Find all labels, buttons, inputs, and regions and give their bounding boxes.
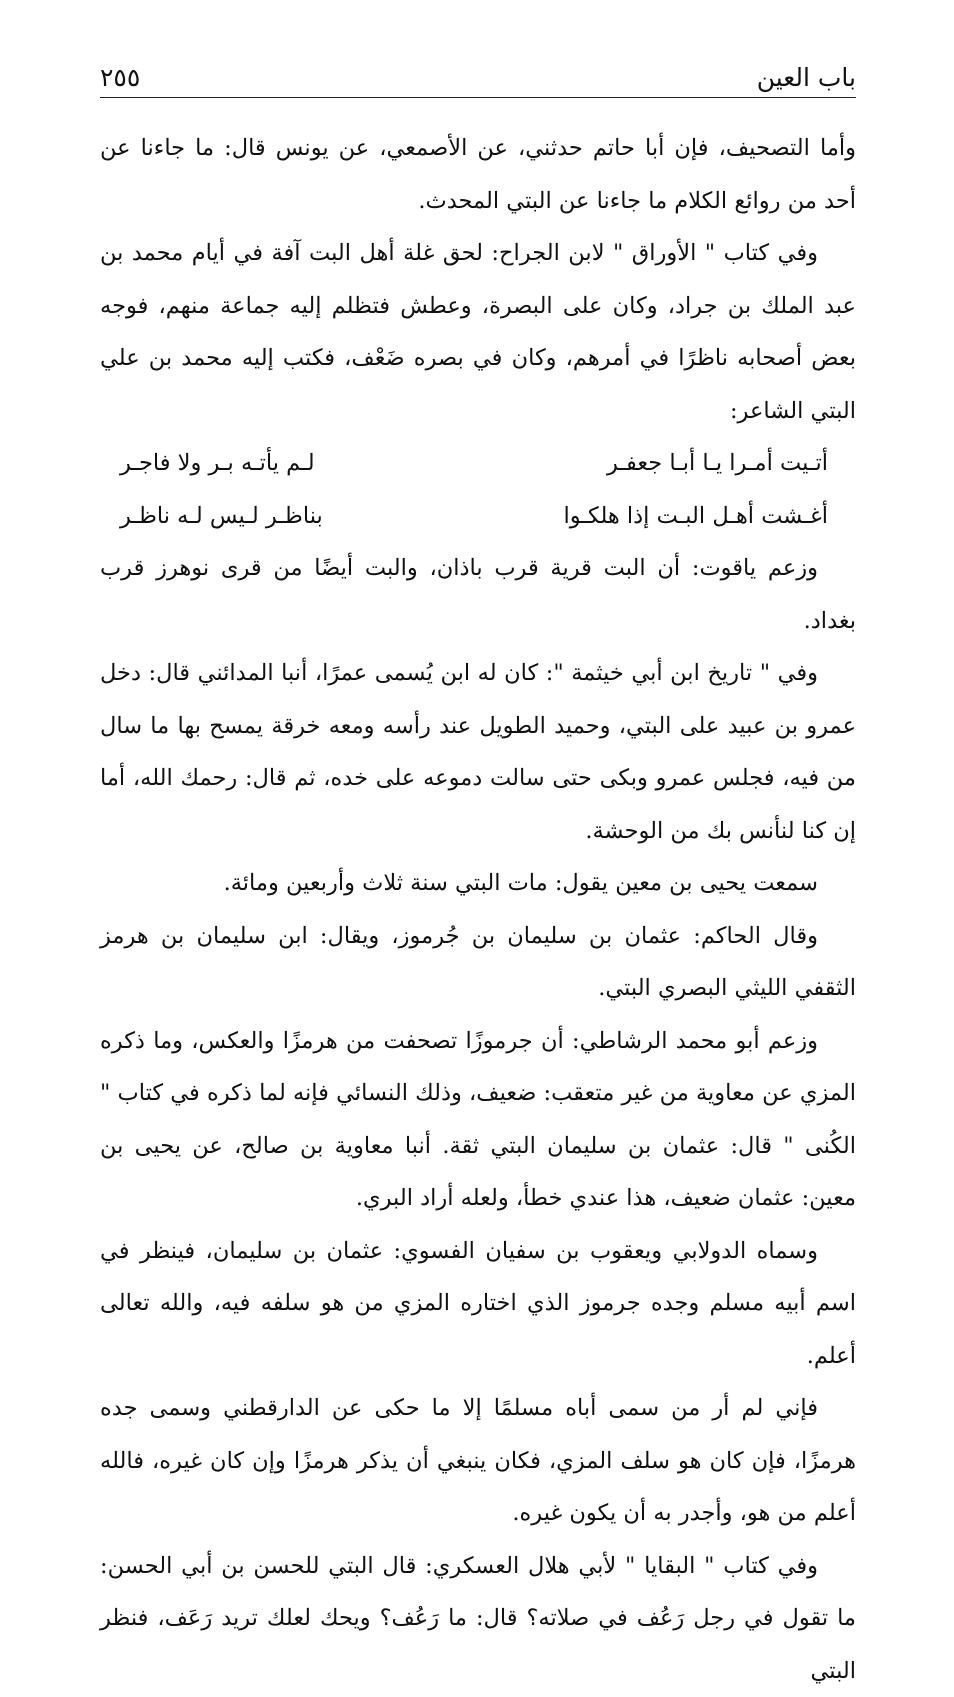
paragraph-8: وسماه الدولابي ويعقوب بن سفيان الفسوي: عثمان بن سليمان، فينظر في اسم أبيه مسلم وجده جرموز الذي اختاره المزي من هو سلفه فيه، والله تعالى أعلم.: [100, 1225, 856, 1383]
verse-2-first-hemistich: أغـشت أهـل البـت إذا هلكـوا: [564, 490, 828, 543]
chapter-title: باب العين: [757, 63, 856, 93]
paragraph-3: وزعم ياقوت: أن البت قرية قرب باذان، والبت أيضًا من قرى نوهرز قرب بغداد.: [100, 542, 856, 647]
page-number: ٢٥٥: [100, 63, 140, 93]
paragraph-7: وزعم أبو محمد الرشاطي: أن جرموزًا تصحفت من هرمزًا والعكس، وما ذكره المزي عن معاوية من غير متعقب: ضعيف، وذلك النسائي فإنه لما ذكره في كتاب " الكُنى " قال: عثمان بن سليمان البتي ثقة. أنبا معاوية بن صالح، عن يحيى بن معين: عثمان ضعيف، هذا عندي خطأ، ولعله أراد البري.: [100, 1015, 856, 1225]
paragraph-1: وأما التصحيف، فإن أبا حاتم حدثني، عن الأصمعي، عن يونس قال: ما جاءنا عن أحد من روائع الكلام ما جاءنا عن البتي المحدث.: [100, 122, 856, 227]
verse-1-second-hemistich: لـم يأتـه بـر ولا فاجـر: [120, 437, 315, 490]
paragraph-5: سمعت يحيى بن معين يقول: مات البتي سنة ثلاث وأربعين ومائة.: [100, 857, 856, 910]
page-header: [100, 58, 856, 98]
verse-line-2: [100, 490, 856, 543]
paragraph-6: وقال الحاكم: عثمان بن سليمان بن جُرموز، ويقال: ابن سليمان بن هرمز الثقفي الليثي البصري البتي.: [100, 910, 856, 1015]
paragraph-9: فإني لم أر من سمى أباه مسلمًا إلا ما حكى عن الدارقطني وسمى جده هرمزًا، فإن كان هو سلف المزي، فكان ينبغي أن يذكر هرمزًا وإن كان غيره، فالله أعلم من هو، وأجدر به أن يكون غيره.: [100, 1382, 856, 1540]
verse-2-second-hemistich: بناظـر لـيس لـه ناظـر: [120, 490, 323, 543]
verse-line-1: [100, 437, 856, 490]
page-body: [100, 122, 856, 1697]
verse-1-first-hemistich: أتـيت أمـرا يـا أبـا جعفـر: [607, 437, 828, 490]
paragraph-10: وفي كتاب " البقايا " لأبي هلال العسكري: قال البتي للحسن بن أبي الحسن: ما تقول في رجل رَعُف في صلاته؟ قال: ما رَعُف؟ ويحك لعلك تريد رَعَف، فنظر البتي: [100, 1540, 856, 1697]
paragraph-2: وفي كتاب " الأوراق " لابن الجراح: لحق غلة أهل البت آفة في أيام محمد بن عبد الملك بن جراد، وكان على البصرة، وعطش فتظلم إليه جماعة منهم، فوجه بعض أصحابه ناظرًا في أمرهم، وكان في بصره ضَعْف، فكتب إليه محمد بن علي البتي الشاعر:: [100, 227, 856, 437]
paragraph-4: وفي " تاريخ ابن أبي خيثمة ": كان له ابن يُسمى عمرًا، أنبا المدائني قال: دخل عمرو بن عبيد على البتي، وحميد الطويل عند رأسه ومعه خرقة يمسح بها ما سال من فيه، فجلس عمرو وبكى حتى سالت دموعه على خده، ثم قال: رحمك الله، أما إن كنا لنأنس بك من الوحشة.: [100, 647, 856, 857]
